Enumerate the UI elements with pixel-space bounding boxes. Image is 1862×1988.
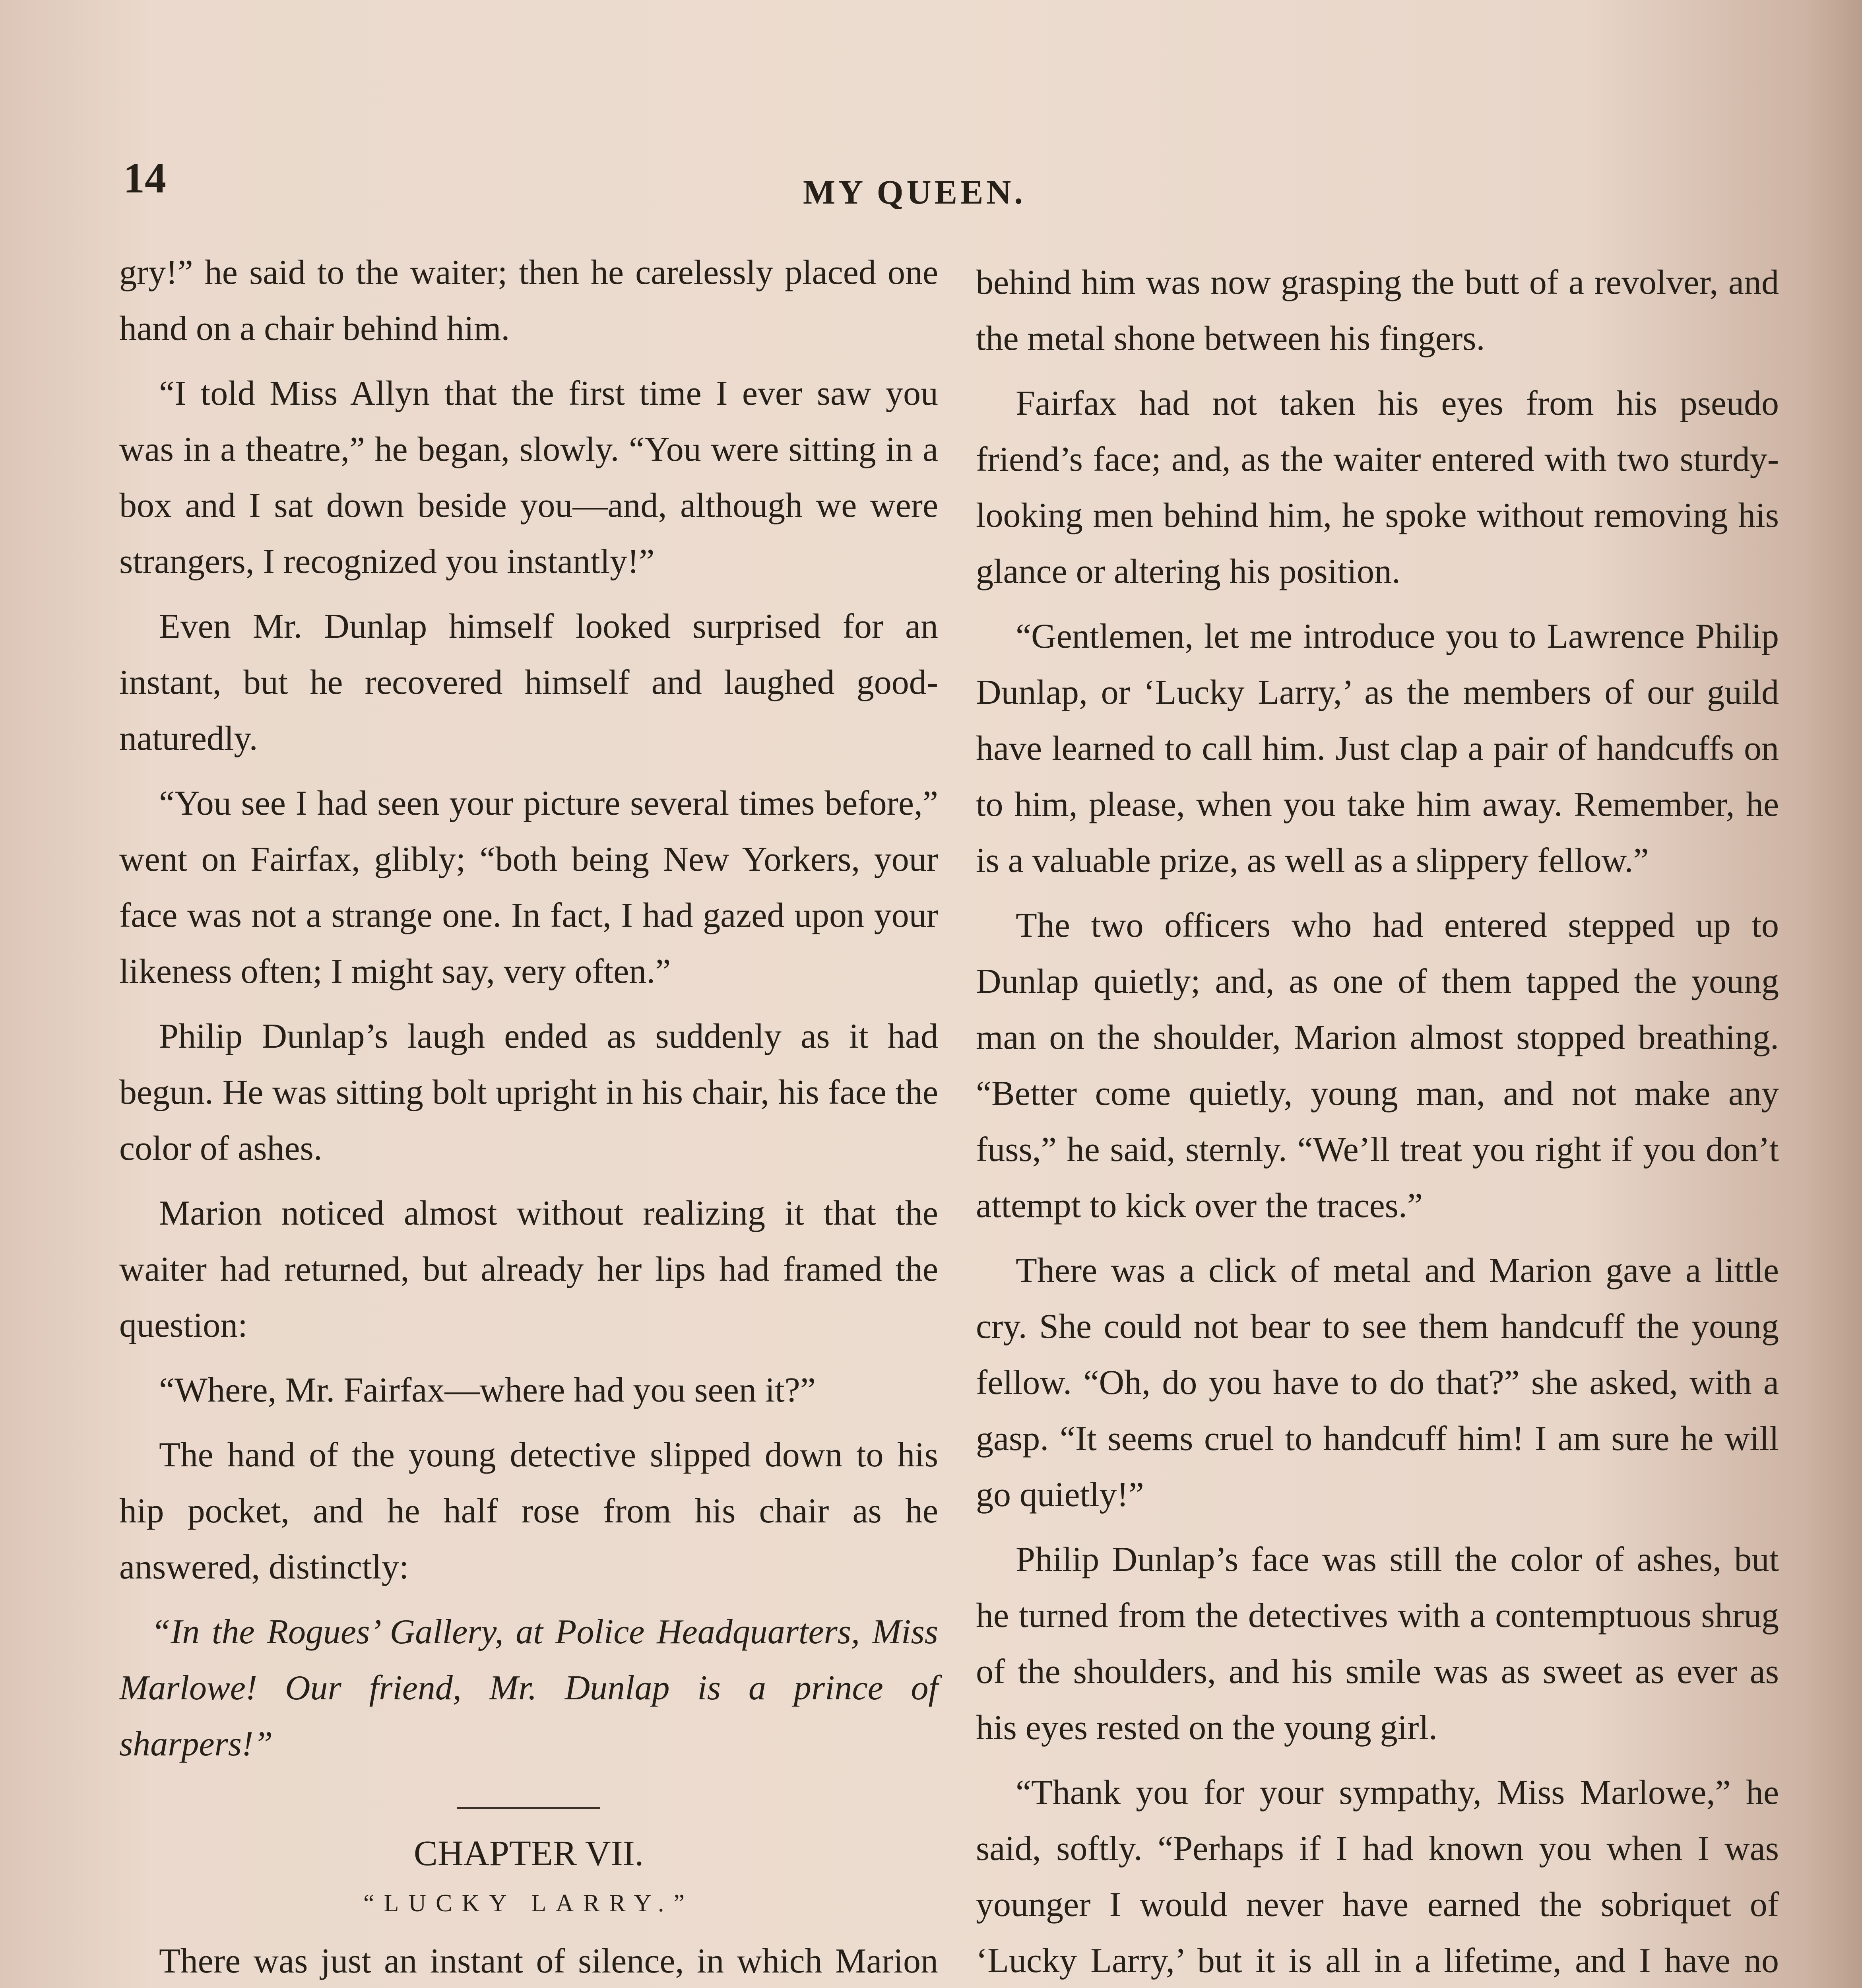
paragraph: There was a click of metal and Marion gave a little cry. She could not bear to see them handcuff the young fellow. “Oh, do you have to do that?” she asked, with a gasp. “It seems cruel to handcuff him! I am sure he will go quietly!” xyxy=(976,1251,1779,1514)
paragraph: Philip Dunlap’s face was still the color of ashes, but he turned from the detectives with a contemptuous shrug of the shoulders, and his smile was as sweet as ever as his eyes rested on the young girl. xyxy=(976,1540,1779,1747)
paragraph: The hand of the young detective slipped down to his hip pocket, and he half rose from his chair as he answered, distinctly: xyxy=(119,1436,938,1586)
paragraph: behind him was now grasping the butt of a revolver, and the metal shone between his fingers. xyxy=(976,263,1779,358)
page-number: 14 xyxy=(123,155,166,202)
paragraph: “Gentlemen, let me introduce you to Lawrence Philip Dunlap, or ‘Lucky Larry,’ as the members of our guild have learned to call him. Just clap a pair of handcuffs on to him, please, when you take him away. Remember, he is a valuable prize, as well as a slippery fellow.” xyxy=(976,617,1779,880)
paragraph: Fairfax had not taken his eyes from his pseudo friend’s face; and, as the waiter entered with two sturdy-looking men behind him, he spoke without removing his glance or altering his position. xyxy=(976,384,1779,591)
paragraph: The two officers who had entered stepped up to Dunlap quietly; and, as one of them tapped the young man on the shoulder, Marion almost stopped breathing. “Better come quietly, young man, and not make any fuss,” he said, sternly. “We’ll treat you right if you don’t attempt to kick over the traces.” xyxy=(976,906,1779,1225)
running-head: MY QUEEN. xyxy=(803,173,1026,211)
paragraph: Even Mr. Dunlap himself looked surprised for an instant, but he recovered himself and laughed good-naturedly. xyxy=(119,607,938,758)
paragraph: gry!” he said to the waiter; then he carelessly placed one hand on a chair behind him. xyxy=(119,253,938,348)
right-column xyxy=(976,254,1779,1988)
chapter-divider xyxy=(457,1807,600,1809)
paragraph: “Where, Mr. Fairfax—where had you seen it?” xyxy=(159,1371,816,1409)
paragraph: “I told Miss Allyn that the first time I ever saw you was in a theatre,” he began, slowly. “You were sitting in a box and I sat down beside you—and, although we were strangers, I recognized you instantly!” xyxy=(119,374,938,581)
italic-quote: “In the Rogues’ Gallery, at Police Headquarters, Miss Marlowe! Our friend, Mr. Dunlap is a prince of sharpers!” xyxy=(119,1613,938,1763)
paragraph: “You see I had seen your picture several times before,” went on Fairfax, glibly; “both being New Yorkers, your face was not a strange one. In fact, I had gazed upon your likeness often; I might say, very often.” xyxy=(119,784,938,991)
left-column xyxy=(119,245,938,1988)
paragraph: “Thank you for your sympathy, Miss Marlowe,” he said, softly. “Perhaps if I had known you when I was younger I would never have earned the sobriquet of ‘Lucky Larry,’ but it is all in a lifetime, and I have no xyxy=(976,1773,1779,1980)
paragraph: There was just an instant of silence, in which Marion xyxy=(159,1942,938,1980)
chapter-subtitle: “LUCKY LARRY.” xyxy=(363,1890,694,1917)
chapter-title: CHAPTER VII. xyxy=(413,1834,644,1873)
paragraph: Marion noticed almost without realizing it that the waiter had returned, but already her lips had framed the question: xyxy=(119,1194,938,1345)
paragraph: Philip Dunlap’s laugh ended as suddenly as it had begun. He was sitting bolt upright in his chair, his face the color of ashes. xyxy=(119,1017,938,1168)
